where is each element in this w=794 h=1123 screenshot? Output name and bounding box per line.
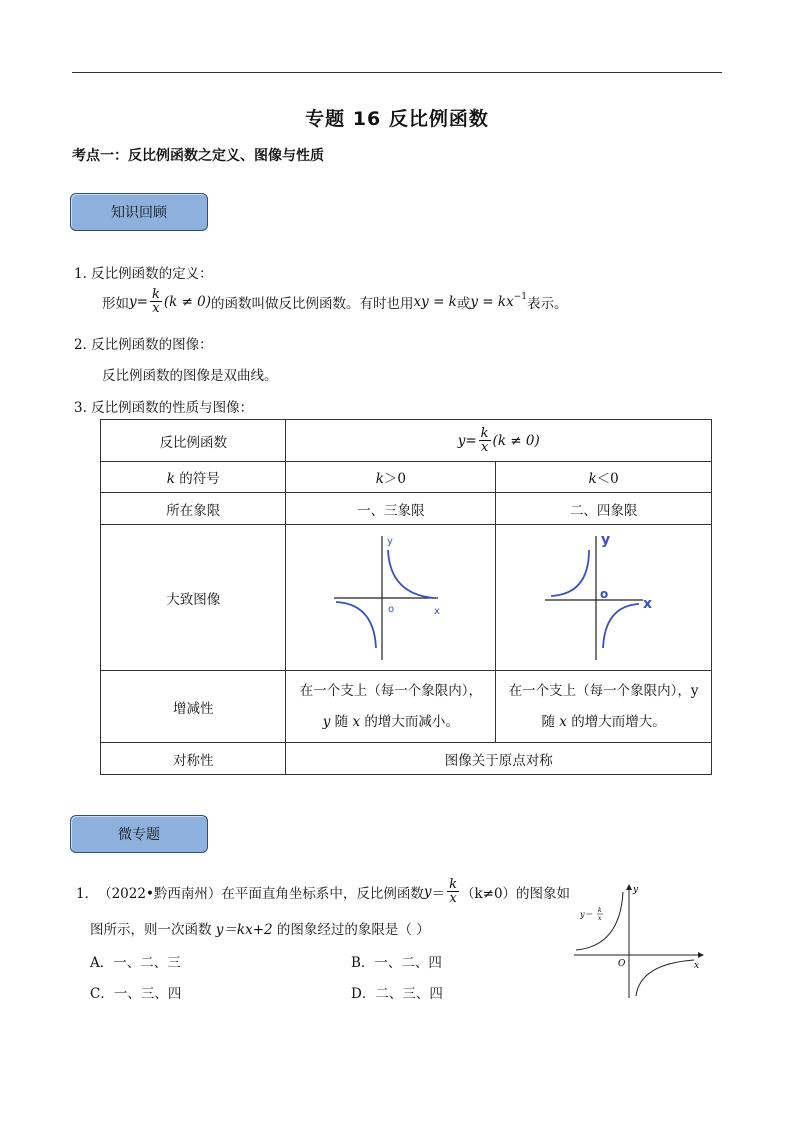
- row5-pos-line1: 在一个支上（每一个象限内），: [299, 682, 482, 699]
- row4-label: 大致图像: [101, 525, 286, 671]
- q1-l2-post: 的图象经过的象限是（ ）: [272, 922, 430, 938]
- q1-fraction: [447, 878, 459, 905]
- row3-positive: 一、三象限: [286, 493, 496, 525]
- def-eq: =: [136, 293, 148, 310]
- row1-frac-den: x: [480, 440, 489, 455]
- row5-neg-x: x: [559, 713, 567, 730]
- axis-label-y: y: [386, 535, 393, 547]
- def-mid: 的函数叫做反比例函数。有时也用: [211, 295, 414, 312]
- q1-l2-func: y＝kx+2: [215, 922, 273, 938]
- row1-fraction: [479, 427, 491, 454]
- x-axis-arrow-icon: [698, 952, 704, 958]
- topic-subtitle: 考点一：反比例函数之定义、图像与性质: [72, 148, 324, 164]
- page-title: 专题 16 反比例函数: [305, 108, 489, 130]
- table-row: [101, 420, 712, 462]
- row5-negative: [496, 671, 712, 743]
- def-pre: 形如: [102, 295, 129, 312]
- row5-pos-x: x: [352, 713, 361, 730]
- row2-positive: [286, 462, 496, 493]
- def-y: y: [129, 293, 137, 310]
- row5-neg-end: 的增大而增大。: [566, 713, 666, 730]
- question-1-line1: [76, 878, 570, 905]
- def-post: 表示。: [526, 295, 568, 312]
- row5-pos-mid: 随: [330, 713, 353, 730]
- badge-micro-topic: 微专题: [70, 815, 208, 853]
- q1-l1-pre: 在平面直角坐标系中，反比例函数: [221, 885, 424, 902]
- section-2-heading: 2. 反比例函数的图像：: [74, 337, 213, 353]
- def-alt2: y = kx: [470, 293, 514, 310]
- fig-axis-label-y: y: [633, 885, 639, 895]
- table-row: [101, 743, 712, 775]
- question-1-figure: [570, 880, 710, 1002]
- q1-frac-num: k: [449, 877, 457, 892]
- row1-frac-num: k: [480, 426, 489, 441]
- fig-curve-label-x: x: [598, 915, 602, 922]
- fig-origin-label: O: [618, 959, 626, 969]
- row1-cond: (k ≠ 0): [492, 432, 540, 449]
- def-alt1: xy = k: [413, 293, 457, 310]
- row1-y: y: [457, 432, 466, 449]
- q1-l1-post: 的图象如: [516, 885, 571, 902]
- option-c[interactable]: C．一、三、四: [90, 986, 182, 1002]
- header-rule: [72, 72, 722, 73]
- section-1-heading: 1. 反比例函数的定义：: [74, 266, 213, 282]
- row1-label: 反比例函数: [101, 420, 286, 462]
- question-1-line2: [90, 918, 430, 938]
- row2-pos-sign: ＞0: [383, 471, 406, 487]
- def-frac-den: x: [152, 301, 160, 316]
- definition-line: [102, 288, 567, 315]
- q1-frac-den: x: [449, 891, 457, 906]
- curve-q4: [603, 604, 639, 648]
- row5-pos-end: 的增大而减小。: [360, 713, 459, 730]
- graph-negative-cell: [496, 525, 712, 671]
- origin-label: o: [599, 586, 608, 601]
- def-cond: (k ≠ 0): [163, 293, 212, 310]
- badge-knowledge-review: 知识回顾: [70, 193, 208, 231]
- curve-q2: [551, 550, 589, 596]
- axis-label-x: x: [433, 605, 440, 617]
- def-fraction: [150, 288, 162, 315]
- option-d[interactable]: D．二、三、四: [351, 986, 443, 1002]
- row3-negative: 二、四象限: [496, 493, 712, 525]
- fig-axis-label-x: x: [694, 961, 700, 971]
- q1-l2-pre: 图所示，则一次函数: [90, 922, 216, 938]
- row2-label: [101, 462, 286, 493]
- table-row: [101, 525, 712, 671]
- row2-label-k: k: [166, 471, 175, 487]
- q1-source: （2022•黔西南州）: [98, 885, 222, 902]
- hyperbola-positive-graph: [326, 530, 456, 666]
- row1-formula: [286, 420, 712, 462]
- y-axis-arrow-icon: [626, 884, 632, 890]
- def-or: 或: [456, 295, 471, 312]
- fig-curve-label-k: k: [598, 907, 602, 914]
- table-row: [101, 462, 712, 493]
- row5-neg-pre: 随: [541, 713, 560, 730]
- row6-value: 图像关于原点对称: [286, 743, 712, 775]
- fig-curve-label-y: y＝: [580, 910, 593, 919]
- axis-label-x: x: [642, 595, 652, 612]
- q1-eq: ＝: [431, 885, 446, 902]
- row2-label-rest: 的符号: [174, 471, 220, 487]
- row5-neg-line1: 在一个支上（每一个象限内），y: [508, 682, 699, 699]
- row5-neg-line2: [502, 707, 705, 738]
- origin-label: o: [387, 603, 394, 615]
- q1-num: 1．: [76, 885, 99, 902]
- row1-eq: =: [465, 432, 477, 449]
- row2-pos-k: k: [375, 471, 384, 487]
- row5-positive: [286, 671, 496, 743]
- option-b[interactable]: B．一、二、四: [351, 955, 442, 971]
- table-row: [101, 671, 712, 743]
- curve-q3: [336, 602, 376, 648]
- def-frac-num: k: [151, 287, 160, 302]
- q1-cond: （k≠0）: [460, 885, 517, 902]
- row6-label: 对称性: [101, 743, 286, 775]
- row5-pos-line2: [292, 707, 489, 738]
- axis-label-y: y: [600, 531, 610, 548]
- row5-pos-y: y: [322, 713, 331, 730]
- option-a[interactable]: A．一、二、三: [90, 955, 181, 971]
- row2-negative: [496, 462, 712, 493]
- row2-neg-sign: ＜0: [596, 471, 619, 487]
- properties-table: [100, 419, 712, 775]
- def-exp: −1: [513, 291, 527, 302]
- table-row: [101, 493, 712, 525]
- hyperbola-negative-graph: [539, 530, 669, 666]
- section-2-body: 反比例函数的图像是双曲线。: [102, 368, 278, 384]
- section-3-heading: 3. 反比例函数的性质与图像：: [74, 400, 254, 416]
- row5-label: 增减性: [101, 671, 286, 743]
- curve-q4: [636, 960, 694, 996]
- curve-q1: [388, 550, 434, 598]
- row2-neg-k: k: [588, 471, 597, 487]
- graph-positive-cell: [286, 525, 496, 671]
- q1-y: y: [423, 883, 432, 900]
- row3-label: 所在象限: [101, 493, 286, 525]
